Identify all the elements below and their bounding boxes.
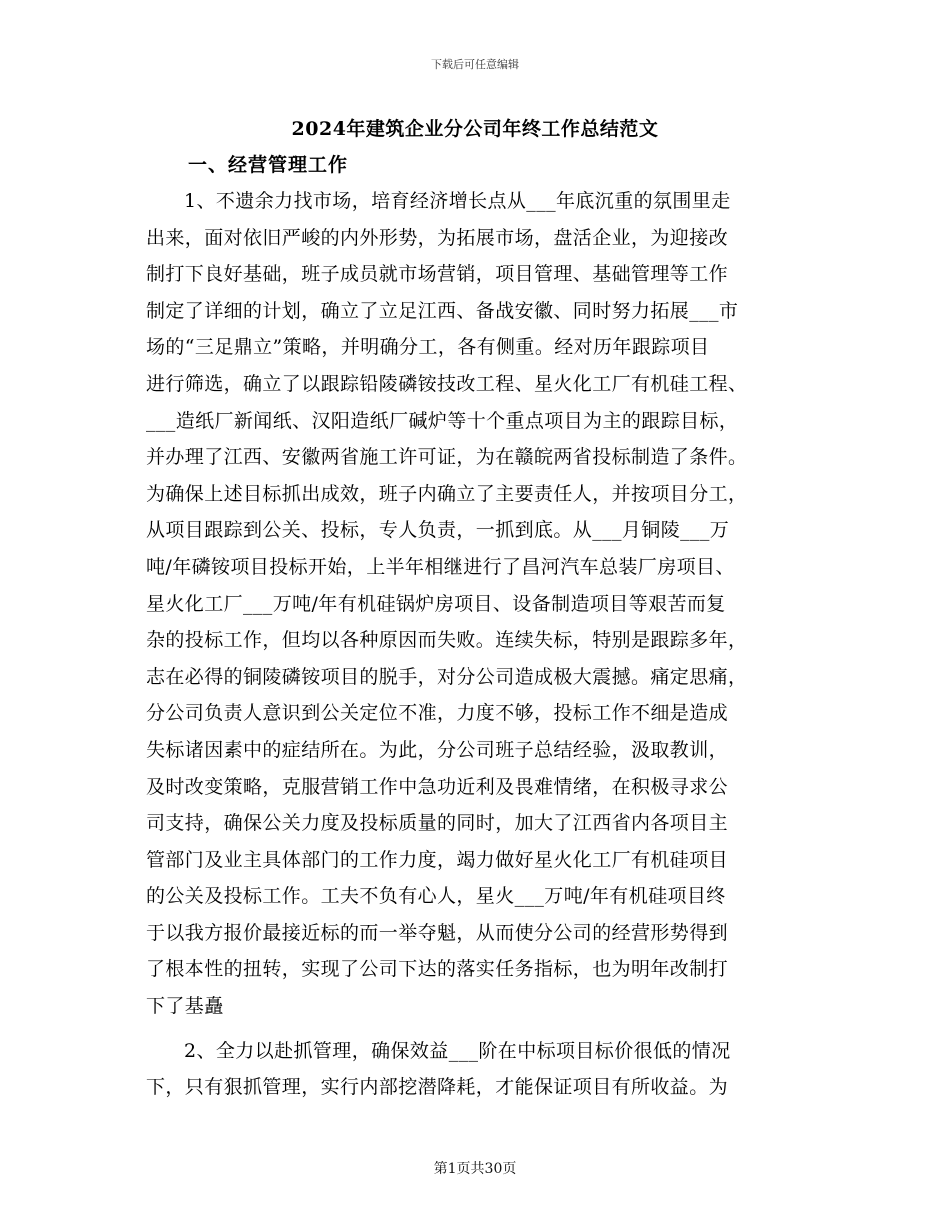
section-heading: 一、经营管理工作 [188,154,349,176]
text-line: 星火化工厂___万吨/年有机硅锅炉房项目、设备制造项目等艰苦而复 [146,592,726,615]
text-line: 的公关及投标工作。工夫不负有心人，星火___万吨/年有机硅项目终 [146,885,726,908]
text-line: 2、全力以赴抓管理，确保效益___阶在中标项目标价很低的情况 [184,1039,731,1062]
text-line: 进行筛选，确立了以跟踪铅陵磷铵技改工程、星火化工厂有机硅工程、 [146,372,748,395]
page-header: 下载后可任意编辑 [431,58,519,71]
text-line: 于以我方报价最接近标的而一举夺魁，从而使分公司的经营形势得到 [146,921,729,944]
paragraph-1 [146,183,806,1025]
text-line: ___造纸厂新闻纸、汉阳造纸厂碱炉等十个重点项目为主的跟踪目标， [146,409,739,432]
text-line: 及时改变策略，克服营销工作中急功近利及畏难情绪，在积极寻求公 [146,775,729,798]
text-line: 司支持，确保公关力度及投标质量的同时，加大了江西省内各项目主 [146,812,729,835]
text-line: 为确保上述目标抓出成效，班子内确立了主要责任人，并按项目分工， [146,482,748,505]
document-title: 2024年建筑企业分公司年终工作总结范文 [291,118,659,140]
text-line: 失标诸因素中的症结所在。为此，分公司班子总结经验，汲取教训， [146,738,729,761]
text-line: 管部门及业主具体部门的工作力度，竭力做好星火化工厂有机硅项目 [146,848,729,871]
text-line: 出来，面对依旧严峻的内外形势，为拓展市场，盘活企业，为迎接改 [146,226,729,249]
text-line: 并办理了江西、安徽两省施工许可证，为在赣皖两省投标制造了条件。 [146,446,748,469]
text-line: 从项目跟踪到公关、投标，专人负责，一抓到底。从___月铜陵___万 [146,519,730,542]
text-line: 下，只有狠抓管理，实行内部挖潜降耗，才能保证项目有所收益。为 [146,1076,729,1099]
page-footer: 第1页共30页 [433,1161,517,1177]
text-line: 下了基矗 [146,995,224,1018]
text-line: 吨/年磷铵项目投标开始，上半年相继进行了昌河汽车总装厂房项目、 [146,555,735,578]
text-line: 杂的投标工作，但均以各种原因而失败。连续失标，特别是跟踪多年， [146,629,748,652]
text-line: 志在必得的铜陵磷铵项目的脱手，对分公司造成极大震撼。痛定思痛， [146,665,748,688]
text-line: 制定了详细的计划，确立了立足江西、备战安徽、同时努力拓展___市 [146,299,739,322]
text-line: 场的“三足鼎立”策略，并明确分工，各有侧重。经对历年跟踪项目 [146,336,710,359]
paragraph-2 [146,1033,806,1106]
text-line: 分公司负责人意识到公关定位不准，力度不够，投标工作不细是造成 [146,702,729,725]
text-line: 了根本性的扭转，实现了公司下达的落实任务指标，也为明年改制打 [146,958,729,981]
document-body [146,183,806,1106]
text-line: 制打下良好基础，班子成员就市场营销，项目管理、基础管理等工作 [146,263,729,286]
text-line: 1、不遗余力找市场，培育经济增长点从___年底沉重的氛围里走 [184,190,731,212]
